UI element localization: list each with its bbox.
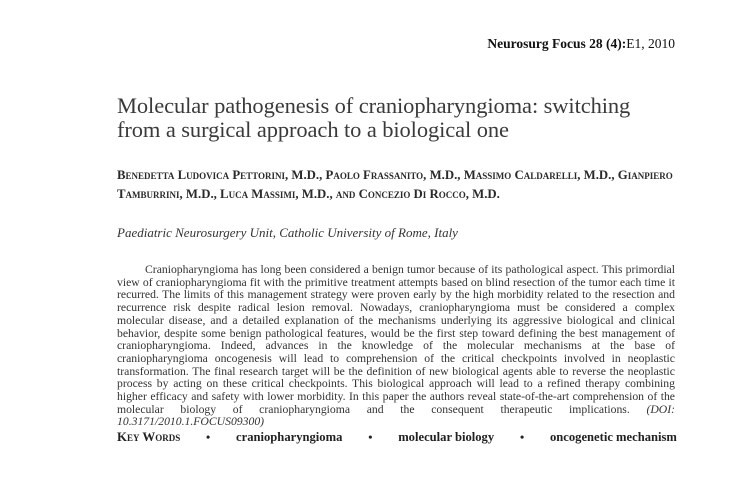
keyword-item: craniopharyngioma — [236, 430, 343, 444]
doi: (DOI: 10.3171/2010.1.FOCUS09300) — [117, 402, 675, 429]
keyword-bullet: • — [206, 430, 211, 444]
keywords-label: Key Words — [117, 430, 181, 444]
abstract — [117, 264, 675, 429]
article-title: Molecular pathogenesis of craniopharyngioma: switching from a surgical approach to a biological one — [117, 93, 631, 142]
keyword-item: molecular biology — [398, 430, 495, 444]
journal-citation — [487, 36, 675, 52]
abstract-text: Craniopharyngioma has long been considered a benign tumor because of its pathological aspect. This primordial view of craniopharyngioma fit with the primitive treatment attempts based on blind resection of the tumor each time it recurred. The limits of this management strategy were proven early by the high morbidity related to the resection and recurrence risk despite radical lesion removal. Nowadays, craniopharyngioma must be considered a complex molecular disease, and a detailed explanation of the mechanisms underlying its aggressive biological and clinical behavior, despite some benign pathological features, would be the first step toward defining the best management of craniopharyngioma. Indeed, advances in the knowledge of the molecular mechanisms at the base of craniopharyngioma oncogenesis will lead to comprehension of the critical checkpoints involved in neoplastic transformation. The final research target will be the definition of new biological agents able to reverse the neoplastic process by acting on these critical checkpoints. This biological approach will lead to a refined therapy combining higher efficacy and safety with lower morbidity. In this paper the authors reveal state-of-the-art comprehension of the molecular biology of craniopharyngioma and the consequent therapeutic implications. — [117, 263, 675, 416]
journal-pages: E1, 2010 — [626, 36, 675, 51]
keywords-row — [117, 430, 677, 445]
keyword-item: oncogenetic mechanism — [549, 430, 677, 444]
journal-name: Neurosurg Focus 28 (4): — [487, 36, 627, 51]
author-list: Benedetta Ludovica Pettorini, M.D., Paolo Frassanito, M.D., Massimo Caldarelli, M.D., Gianpiero Tamburrini, M.D., Luca Massimi, M.D., and Concezio Di Rocco, M.D. — [117, 168, 673, 201]
affiliation: Paediatric Neurosurgery Unit, Catholic University of Rome, Italy — [117, 225, 458, 240]
keyword-bullet: • — [519, 430, 525, 444]
keyword-bullet: • — [368, 430, 373, 444]
